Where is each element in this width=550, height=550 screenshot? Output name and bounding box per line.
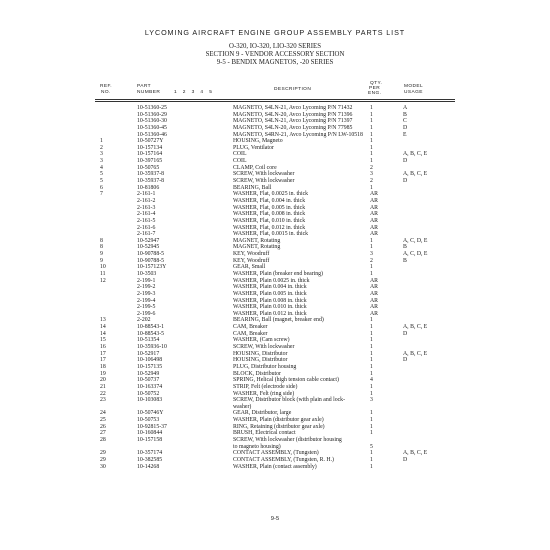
col-header-indent-levels: 1 2 3 4 5 bbox=[174, 90, 213, 95]
page-title: LYCOMING AIRCRAFT ENGINE GROUP ASSEMBLY PARTS LIST bbox=[144, 28, 406, 37]
ref-number: 14 bbox=[100, 324, 106, 331]
quantity-per-engine: 1 bbox=[370, 151, 373, 158]
page-number: 9-5 bbox=[270, 516, 280, 522]
part-number: 10-51360-29 bbox=[137, 111, 167, 118]
part-description: PLUG, Ventilator bbox=[233, 144, 274, 151]
quantity-per-engine: 1 bbox=[370, 410, 373, 417]
ref-number: 26 bbox=[100, 423, 106, 430]
part-description: washer) bbox=[233, 403, 252, 410]
quantity-per-engine: AR bbox=[370, 310, 379, 317]
part-description: WASHER, Felt (ring side) bbox=[233, 390, 295, 397]
col-header-ref-1: REF. bbox=[100, 84, 112, 89]
part-number: 10-52917 bbox=[137, 350, 160, 357]
model-usage: A, B, C, E bbox=[403, 324, 428, 331]
ref-number: 24 bbox=[100, 410, 106, 417]
quantity-per-engine: 1 bbox=[370, 330, 373, 337]
ref-number: 9 bbox=[100, 251, 103, 258]
part-number: 2-161-5 bbox=[137, 217, 156, 224]
col-header-ref-2: NO. bbox=[101, 90, 111, 95]
part-description: STRIP, Felt (electrode side) bbox=[233, 383, 298, 390]
part-description: CONTACT ASSEMBLY, (Tungsten) bbox=[233, 450, 319, 457]
part-number: 10-50737 bbox=[137, 377, 160, 384]
part-number: 2-199-2 bbox=[137, 284, 156, 291]
part-description: MAGNET, Rotating bbox=[233, 237, 281, 244]
model-usage: A, C, D, E bbox=[403, 251, 428, 258]
quantity-per-engine: 1 bbox=[370, 264, 373, 271]
quantity-per-engine: 1 bbox=[370, 158, 373, 165]
quantity-per-engine: 4 bbox=[370, 377, 373, 384]
part-description: BEARING, Ball (magnet, breaker end) bbox=[233, 317, 324, 324]
part-description: CONTACT ASSEMBLY, (Tungsten, R. H.) bbox=[233, 456, 334, 463]
model-usage: D bbox=[403, 124, 408, 131]
quantity-per-engine: 3 bbox=[370, 251, 373, 258]
part-number: 2-199-6 bbox=[137, 310, 156, 317]
ref-number: 17 bbox=[100, 350, 106, 357]
quantity-per-engine: 1 bbox=[370, 357, 373, 364]
ref-number: 21 bbox=[100, 383, 106, 390]
part-description: CAM, Breaker bbox=[233, 330, 268, 337]
quantity-per-engine: AR bbox=[370, 304, 379, 311]
quantity-per-engine: 2 bbox=[370, 178, 373, 185]
part-description: WASHER, Plain 0.010 in. thick bbox=[233, 304, 307, 311]
part-number: 10-51360-45 bbox=[137, 124, 167, 131]
part-number: 10-51360-46 bbox=[137, 131, 167, 138]
model-usage: D bbox=[403, 456, 408, 463]
ref-number: 17 bbox=[100, 357, 106, 364]
part-description: WASHER, Plain 0.004 in. thick bbox=[233, 284, 307, 291]
section-subtitle: SECTION 9 - VENDOR ACCESSORY SECTION bbox=[205, 51, 345, 58]
part-number: 2-202 bbox=[137, 317, 151, 324]
part-description: WASHER, Plain 0.012 in. thick bbox=[233, 310, 307, 317]
part-description: WASHER, Flat, 0.010 in. thick bbox=[233, 217, 306, 224]
part-description: WASHER, Plain (breaker end bearing) bbox=[233, 271, 323, 277]
quantity-per-engine: 1 bbox=[370, 184, 373, 191]
part-description: WASHER, Plain 0.008 in. thick bbox=[233, 297, 307, 304]
part-number: 10-35937-8 bbox=[137, 178, 165, 185]
part-number: 10-50752 bbox=[137, 390, 160, 397]
quantity-per-engine: AR bbox=[370, 204, 379, 211]
part-number: 2-199-4 bbox=[137, 297, 156, 304]
part-description: to magneto housing) bbox=[233, 443, 281, 450]
part-number: 2-161-6 bbox=[137, 224, 156, 231]
part-description: SCREW, With lockwasher bbox=[233, 178, 295, 185]
col-header-qty-3: ENG. bbox=[368, 91, 382, 96]
part-description: RING, Retaining (distributor gear axle) bbox=[233, 423, 325, 430]
ref-number: 20 bbox=[100, 377, 106, 384]
part-description: WASHER, Plain (distributor gear axle) bbox=[233, 417, 324, 424]
quantity-per-engine: 1 bbox=[370, 237, 373, 244]
subsection-subtitle: 9-5 - BENDIX MAGNETOS, -20 SERIES bbox=[216, 59, 334, 66]
table-row bbox=[0, 464, 550, 471]
part-description: MAGNETO, S4LN-20, Avco Lycoming P/N 71396 bbox=[233, 111, 353, 118]
model-usage: B bbox=[403, 244, 407, 251]
quantity-per-engine: 1 bbox=[370, 430, 373, 437]
quantity-per-engine: 1 bbox=[370, 463, 373, 470]
quantity-per-engine: 2 bbox=[370, 164, 373, 171]
quantity-per-engine: AR bbox=[370, 277, 379, 284]
model-usage: D bbox=[403, 357, 408, 364]
quantity-per-engine: AR bbox=[370, 284, 379, 291]
part-description: HOUSING, Distributor bbox=[233, 350, 288, 357]
quantity-per-engine: 2 bbox=[370, 257, 373, 264]
quantity-per-engine: 1 bbox=[370, 390, 373, 397]
part-description: BEARING, Ball bbox=[233, 184, 272, 191]
quantity-per-engine: AR bbox=[370, 211, 379, 218]
part-number: 10-103083 bbox=[137, 397, 163, 404]
model-usage: C bbox=[403, 118, 407, 125]
part-description: SCREW, With lockwasher (distributor housing bbox=[233, 437, 342, 443]
col-header-description: DESCRIPTION bbox=[274, 87, 312, 92]
part-number: 10-397165 bbox=[137, 158, 163, 165]
quantity-per-engine: 1 bbox=[370, 337, 373, 344]
part-description: HOUSING, Magneto bbox=[233, 138, 283, 145]
part-description: GEAR, Small bbox=[233, 264, 266, 271]
part-number: 10-52945 bbox=[137, 244, 160, 251]
part-number: 2-161-3 bbox=[137, 204, 156, 211]
col-header-qty-2: PER bbox=[369, 86, 381, 91]
ref-number: 16 bbox=[100, 344, 106, 351]
part-number: 2-161-4 bbox=[137, 211, 156, 218]
quantity-per-engine: 1 bbox=[370, 271, 373, 277]
part-description: WASHER, Flat, 0.0015 in. thick bbox=[233, 231, 309, 238]
part-description: WASHER, Plain 0.0025 in. thick bbox=[233, 277, 310, 284]
ref-number: 6 bbox=[100, 184, 103, 191]
part-number: 10-50765 bbox=[137, 164, 160, 171]
quantity-per-engine: 1 bbox=[370, 363, 373, 370]
ref-number: 14 bbox=[100, 330, 106, 337]
model-usage: D bbox=[403, 178, 408, 185]
part-number: 10-382585 bbox=[137, 456, 163, 463]
part-number: 10-50753 bbox=[137, 417, 160, 424]
ref-number: 5 bbox=[100, 171, 103, 178]
ref-number: 22 bbox=[100, 390, 106, 397]
ref-number: 10 bbox=[100, 264, 106, 271]
ref-number: 30 bbox=[100, 463, 106, 470]
quantity-per-engine: 1 bbox=[370, 423, 373, 430]
quantity-per-engine: 1 bbox=[370, 124, 373, 131]
part-number: 10-106498 bbox=[137, 357, 163, 364]
quantity-per-engine: AR bbox=[370, 217, 379, 224]
quantity-per-engine: 1 bbox=[370, 344, 373, 351]
part-number: 10-90788-5 bbox=[137, 257, 165, 264]
model-usage: E bbox=[403, 131, 407, 138]
model-usage: A, B, C, E bbox=[403, 151, 428, 158]
quantity-per-engine: 1 bbox=[370, 417, 373, 424]
ref-number: 12 bbox=[100, 277, 106, 284]
part-description: MAGNETO, S4LN-21, Avco Lycoming P/N 71397 bbox=[233, 118, 353, 125]
quantity-per-engine: AR bbox=[370, 197, 379, 204]
model-usage: B bbox=[403, 257, 407, 264]
part-description: COIL bbox=[233, 158, 247, 165]
part-number: 10-88543-5 bbox=[137, 330, 165, 337]
quantity-per-engine: 3 bbox=[370, 171, 373, 178]
ref-number: 2 bbox=[100, 144, 103, 151]
model-usage: A, B, C, E bbox=[403, 350, 428, 357]
ref-number: 11 bbox=[100, 271, 106, 277]
part-description: WASHER, Flat, 0.008 in. thick bbox=[233, 211, 306, 218]
ref-number: 7 bbox=[100, 191, 103, 198]
part-description: KEY, Woodruff bbox=[233, 251, 270, 258]
ref-number: 15 bbox=[100, 337, 106, 344]
part-number: 2-199-5 bbox=[137, 304, 156, 311]
part-number: 10-88543-1 bbox=[137, 324, 165, 331]
quantity-per-engine: AR bbox=[370, 290, 379, 297]
part-description: SCREW, With lockwasher bbox=[233, 344, 295, 351]
ref-number: 29 bbox=[100, 456, 106, 463]
part-description: COIL bbox=[233, 151, 247, 158]
series-subtitle: O-320, IO-320, LIO-320 SERIES bbox=[229, 43, 321, 50]
part-description: WASHER, Plain (contact assembly) bbox=[233, 463, 317, 470]
part-number: 2-161-7 bbox=[137, 231, 156, 238]
part-number: 10-157123Y bbox=[137, 264, 167, 271]
quantity-per-engine: 5 bbox=[370, 443, 373, 450]
part-number: 2-199-1 bbox=[137, 277, 156, 284]
part-number: 10-357174 bbox=[137, 450, 163, 457]
quantity-per-engine: AR bbox=[370, 297, 379, 304]
part-description: BLOCK, Distributor bbox=[233, 370, 281, 377]
quantity-per-engine: 1 bbox=[370, 456, 373, 463]
quantity-per-engine: 1 bbox=[370, 450, 373, 457]
model-usage: D bbox=[403, 330, 408, 337]
quantity-per-engine: 1 bbox=[370, 324, 373, 331]
part-number: 10-51360-25 bbox=[137, 105, 167, 111]
part-description: MAGNETO, S4RN-21, Avco Lycoming P/N LW-10518 bbox=[233, 131, 363, 138]
quantity-per-engine: 1 bbox=[370, 105, 373, 111]
quantity-per-engine: AR bbox=[370, 191, 379, 198]
part-description: MAGNETO, S4LN-21, Avco Lycoming P/N 71432 bbox=[233, 105, 353, 111]
quantity-per-engine: 1 bbox=[370, 111, 373, 118]
model-usage: A, B, C, E bbox=[403, 171, 428, 178]
part-number: 10-52947 bbox=[137, 237, 160, 244]
part-number: 10-50746Y bbox=[137, 410, 164, 417]
part-number: 2-161-2 bbox=[137, 197, 156, 204]
quantity-per-engine: 1 bbox=[370, 118, 373, 125]
part-number: 10-92815-37 bbox=[137, 423, 167, 430]
part-number: 10-160844 bbox=[137, 430, 163, 437]
model-usage: A bbox=[403, 105, 408, 111]
ref-number: 3 bbox=[100, 158, 103, 165]
ref-number: 19 bbox=[100, 370, 106, 377]
part-description: WASHER, Flat, 0.004 in. thick bbox=[233, 197, 306, 204]
part-number: 10-51360-30 bbox=[137, 118, 167, 125]
part-number: 10-52949 bbox=[137, 370, 160, 377]
col-header-qty-1: QTY. bbox=[370, 81, 383, 86]
quantity-per-engine: 1 bbox=[370, 317, 373, 324]
ref-number: 23 bbox=[100, 397, 106, 404]
part-number: 10-157164 bbox=[137, 151, 163, 158]
model-usage: D bbox=[403, 158, 408, 165]
quantity-per-engine: 1 bbox=[370, 131, 373, 138]
col-header-part-2: NUMBER bbox=[137, 90, 161, 95]
part-number: 10-3503 bbox=[137, 271, 157, 277]
part-description: SPRING, Helical (high tension cable contact) bbox=[233, 377, 339, 384]
part-description: MAGNETO, S4LN-20, Avco Lycoming P/N 77985 bbox=[233, 124, 353, 131]
model-usage: A, B, C, E bbox=[403, 450, 428, 457]
part-number: 10-157135 bbox=[137, 363, 163, 370]
col-header-usage-2: USAGE bbox=[404, 90, 423, 95]
part-number: 10-163374 bbox=[137, 383, 163, 390]
quantity-per-engine: 1 bbox=[370, 350, 373, 357]
ref-number: 5 bbox=[100, 178, 103, 185]
part-description: KEY, Woodruff bbox=[233, 257, 270, 264]
quantity-per-engine: 1 bbox=[370, 383, 373, 390]
part-number: 10-50727Y bbox=[137, 138, 164, 145]
ref-number: 29 bbox=[100, 450, 106, 457]
part-description: GEAR, Distributor, large bbox=[233, 410, 292, 417]
part-description: SCREW, With lockwasher bbox=[233, 171, 295, 178]
part-number: 10-90788-5 bbox=[137, 251, 165, 258]
ref-number: 3 bbox=[100, 151, 103, 158]
quantity-per-engine: 1 bbox=[370, 370, 373, 377]
ref-number: 28 bbox=[100, 437, 106, 443]
part-description: CAM, Breaker bbox=[233, 324, 268, 331]
part-description: SCREW, Distributor block (with plain and lock- bbox=[233, 397, 346, 404]
ref-number: 25 bbox=[100, 417, 106, 424]
ref-number: 27 bbox=[100, 430, 106, 437]
quantity-per-engine: 1 bbox=[370, 144, 373, 151]
part-description: WASHER, Flat, 0.0025 in. thick bbox=[233, 191, 309, 198]
part-number: 10-157158 bbox=[137, 437, 163, 443]
ref-number: 8 bbox=[100, 244, 103, 251]
quantity-per-engine: 1 bbox=[370, 138, 373, 145]
part-number: 10-35936-10 bbox=[137, 344, 167, 351]
ref-number: 8 bbox=[100, 237, 103, 244]
part-description: WASHER, Flat, 0.005 in. thick bbox=[233, 204, 306, 211]
part-number: 10-14268 bbox=[137, 463, 160, 470]
part-description: CLAMP, Coil core bbox=[233, 164, 277, 171]
part-description: PLUG, Distributor housing bbox=[233, 363, 297, 370]
part-description: MAGNET, Rotating bbox=[233, 244, 281, 251]
col-header-usage-1: MODEL bbox=[404, 84, 424, 89]
ref-number: 18 bbox=[100, 363, 106, 370]
ref-number: 4 bbox=[100, 164, 103, 171]
quantity-per-engine: 1 bbox=[370, 244, 373, 251]
part-number: 10-35937-8 bbox=[137, 171, 165, 178]
ref-number: 13 bbox=[100, 317, 106, 324]
part-number: 10-51354 bbox=[137, 337, 160, 344]
part-description: WASHER, (Cam screw) bbox=[233, 337, 290, 344]
part-number: 10-157134 bbox=[137, 144, 163, 151]
ref-number: 1 bbox=[100, 138, 103, 145]
part-description: HOUSING, Distributor bbox=[233, 357, 288, 364]
part-number: 10-81806 bbox=[137, 184, 160, 191]
quantity-per-engine: 3 bbox=[370, 397, 373, 404]
quantity-per-engine: AR bbox=[370, 231, 379, 238]
part-number: 2-199-3 bbox=[137, 290, 156, 297]
part-number: 2-161-1 bbox=[137, 191, 156, 198]
col-header-part-1: PART bbox=[137, 84, 151, 89]
model-usage: B bbox=[403, 111, 407, 118]
model-usage: A, C, D, E bbox=[403, 237, 428, 244]
part-description: BRUSH, Electrical contact bbox=[233, 430, 296, 437]
quantity-per-engine: AR bbox=[370, 224, 379, 231]
part-description: WASHER, Plain 0.005 in. thick bbox=[233, 290, 307, 297]
ref-number: 9 bbox=[100, 257, 103, 264]
part-description: WASHER, Flat, 0.012 in. thick bbox=[233, 224, 306, 231]
